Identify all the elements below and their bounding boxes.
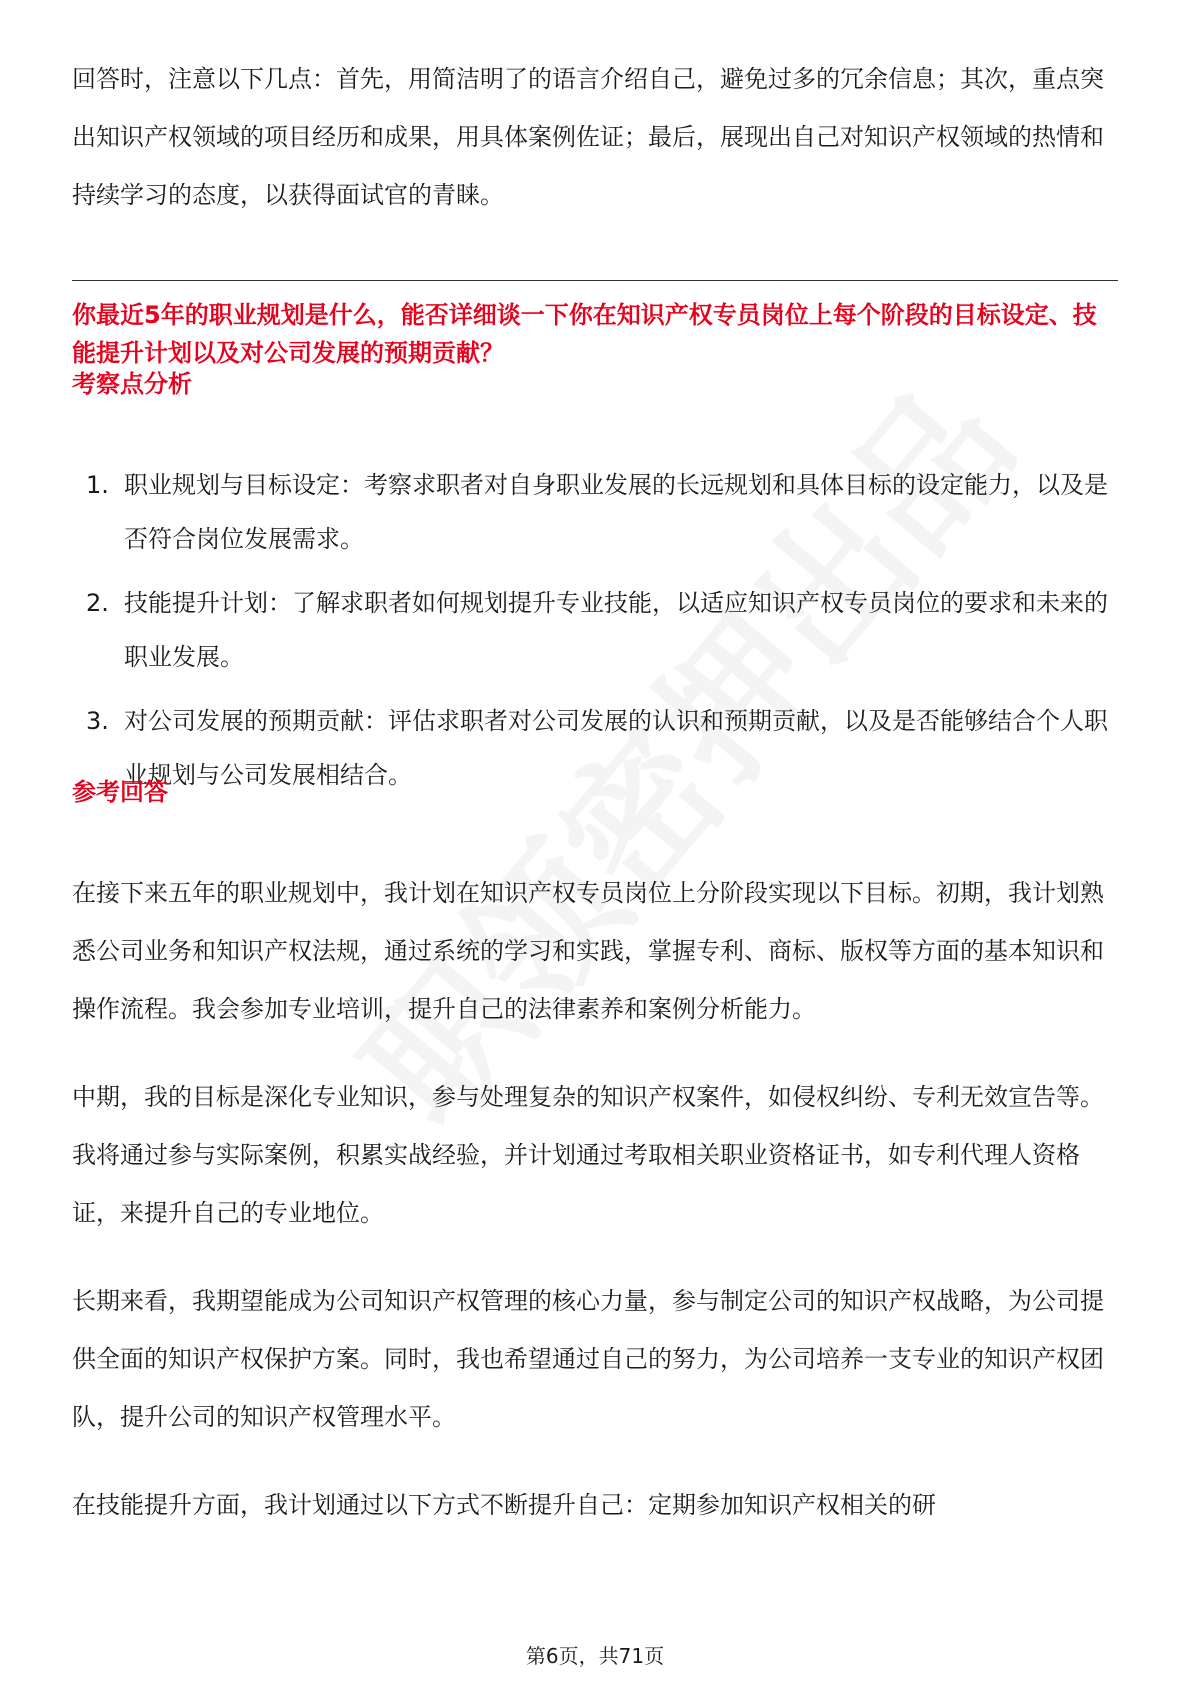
- list-item-number: 2.: [86, 589, 109, 617]
- list-item-text: 技能提升计划：了解求职者如何规划提升专业技能，以适应知识产权专员岗位的要求和未来的职业发展。: [124, 589, 1108, 671]
- list-item: [72, 458, 1118, 566]
- list-item: [72, 576, 1118, 684]
- answer-body: [72, 864, 1118, 1564]
- list-item-number: 1.: [86, 471, 109, 499]
- list-item: [72, 694, 1118, 802]
- list-item-text: 对公司发展的预期贡献：评估求职者对公司发展的认识和预期贡献，以及是否能够结合个人职业规划与公司发展相结合。: [124, 707, 1108, 789]
- section-divider: [72, 280, 1118, 281]
- list-item-text: 职业规划与目标设定：考察求职者对自身职业发展的长远规划和具体目标的设定能力，以及是否符合岗位发展需求。: [124, 471, 1108, 553]
- question-heading: 你最近5年的职业规划是什么，能否详细谈一下你在知识产权专员岗位上每个阶段的目标设定、技能提升计划以及对公司发展的预期贡献？: [72, 301, 1097, 367]
- page-number: 第6页，共71页: [525, 1644, 665, 1668]
- intro-paragraph: 回答时，注意以下几点：首先，用简洁明了的语言介绍自己，避免过多的冗余信息；其次，重点突出知识产权领域的项目经历和成果，用具体案例佐证；最后，展现出自己对知识产权领域的热情和持续学习的态度，以获得面试官的青睐。: [72, 65, 1104, 209]
- document-page: [72, 0, 1118, 1684]
- answer-paragraph: 在接下来五年的职业规划中，我计划在知识产权专员岗位上分阶段实现以下目标。初期，我计划熟悉公司业务和知识产权法规，通过系统的学习和实践，掌握专利、商标、版权等方面的基本知识和操作流程。我会参加专业培训，提升自己的法律素养和案例分析能力。: [72, 879, 1104, 1023]
- answer-paragraph: 长期来看，我期望能成为公司知识产权管理的核心力量，参与制定公司的知识产权战略，为公司提供全面的知识产权保护方案。同时，我也希望通过自己的努力，为公司培养一支专业的知识产权团队，提升公司的知识产权管理水平。: [72, 1287, 1104, 1431]
- analysis-list: [72, 458, 1118, 812]
- answer-paragraph: 中期，我的目标是深化专业知识，参与处理复杂的知识产权案件，如侵权纠纷、专利无效宣告等。我将通过参与实际案例，积累实战经验，并计划通过考取相关职业资格证书，如专利代理人资格证，来提升自己的专业地位。: [72, 1083, 1104, 1227]
- list-item-number: 3.: [86, 707, 109, 735]
- analysis-heading: 考察点分析: [72, 370, 192, 398]
- answer-paragraph: 在技能提升方面，我计划通过以下方式不断提升自己：定期参加知识产权相关的研: [72, 1491, 936, 1519]
- answer-heading: 参考回答: [72, 778, 168, 806]
